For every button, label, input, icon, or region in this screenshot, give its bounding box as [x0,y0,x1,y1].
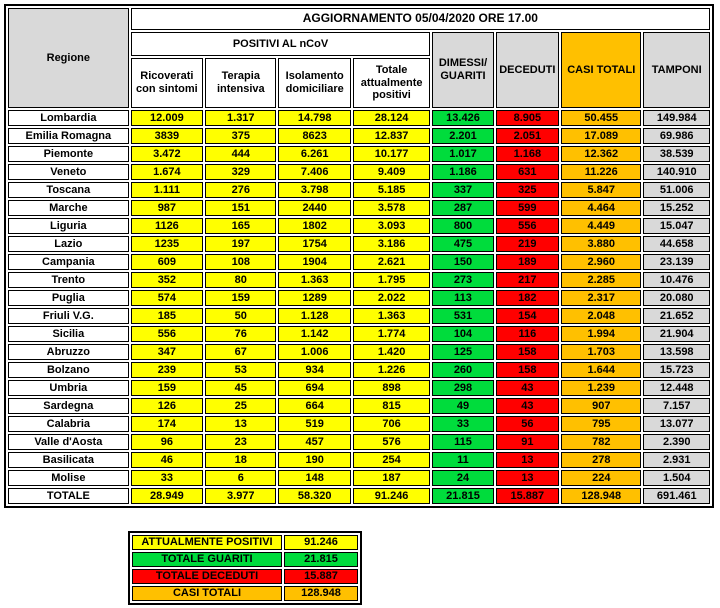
data-cell: 260 [432,362,493,378]
data-cell: 149.984 [643,110,710,126]
data-cell: 934 [278,362,350,378]
data-cell: 15.887 [496,488,559,504]
data-cell: 17.089 [561,128,641,144]
data-cell: 2.390 [643,434,710,450]
data-cell: 556 [131,326,203,342]
data-cell: 254 [353,452,430,468]
data-cell: 7.157 [643,398,710,414]
summary-row [132,535,358,550]
data-cell: 1.128 [278,308,350,324]
data-cell: 13 [496,470,559,486]
data-cell: 21.815 [432,488,493,504]
data-cell: 5.185 [353,182,430,198]
region-name: Emilia Romagna [8,128,129,144]
data-cell: 3.093 [353,218,430,234]
table-row [8,164,710,180]
column-header-deceduti: DECEDUTI [496,32,559,108]
table-row [8,470,710,486]
data-cell: 987 [131,200,203,216]
table-header [8,8,710,108]
data-cell: 631 [496,164,559,180]
region-name: Friuli V.G. [8,308,129,324]
summary-row [132,552,358,567]
data-cell: 151 [205,200,276,216]
data-cell: 287 [432,200,493,216]
region-name: Liguria [8,218,129,234]
data-cell: 1235 [131,236,203,252]
column-header-isolamento: Isolamento domiciliare [278,58,350,108]
data-cell: 185 [131,308,203,324]
data-cell: 8623 [278,128,350,144]
table-row [8,254,710,270]
data-cell: 13.598 [643,344,710,360]
region-name: Piemonte [8,146,129,162]
data-cell: 1289 [278,290,350,306]
data-cell: 3.186 [353,236,430,252]
table-row [8,398,710,414]
data-cell: 1.994 [561,326,641,342]
data-cell: 23 [205,434,276,450]
data-cell: 2.317 [561,290,641,306]
data-cell: 219 [496,236,559,252]
data-cell: 128.948 [561,488,641,504]
data-cell: 599 [496,200,559,216]
data-cell: 4.449 [561,218,641,234]
data-cell: 475 [432,236,493,252]
data-cell: 165 [205,218,276,234]
data-cell: 150 [432,254,493,270]
data-cell: 2.621 [353,254,430,270]
summary-row [132,586,358,601]
data-cell: 197 [205,236,276,252]
table-row [8,416,710,432]
data-cell: 43 [496,380,559,396]
data-cell: 154 [496,308,559,324]
region-name: Basilicata [8,452,129,468]
data-cell: 50 [205,308,276,324]
region-name: Abruzzo [8,344,129,360]
data-cell: 159 [131,380,203,396]
data-cell: 224 [561,470,641,486]
data-cell: 9.409 [353,164,430,180]
region-name: Sardegna [8,398,129,414]
column-header-terapia-intensiva: Terapia intensiva [205,58,276,108]
data-cell: 91.246 [353,488,430,504]
summary-row [132,569,358,584]
data-cell: 3.472 [131,146,203,162]
data-cell: 12.362 [561,146,641,162]
table-row [8,236,710,252]
region-name: Marche [8,200,129,216]
data-cell: 795 [561,416,641,432]
data-cell: 53 [205,362,276,378]
data-cell: 2.048 [561,308,641,324]
data-cell: 6 [205,470,276,486]
table-row [8,344,710,360]
data-cell: 609 [131,254,203,270]
data-cell: 159 [205,290,276,306]
data-cell: 12.009 [131,110,203,126]
table-row [8,308,710,324]
data-cell: 28.124 [353,110,430,126]
data-cell: 182 [496,290,559,306]
column-header-dimessi-guariti: DIMESSI/ GUARITI [432,32,493,108]
data-cell: 352 [131,272,203,288]
data-cell: 113 [432,290,493,306]
data-cell: 1.226 [353,362,430,378]
data-cell: 694 [278,380,350,396]
data-cell: 1.644 [561,362,641,378]
data-cell: 691.461 [643,488,710,504]
data-cell: 43 [496,398,559,414]
update-banner: AGGIORNAMENTO 05/04/2020 ORE 17.00 [131,8,710,30]
data-cell: 108 [205,254,276,270]
table-row [8,218,710,234]
data-cell: 15.047 [643,218,710,234]
region-name: Valle d'Aosta [8,434,129,450]
data-cell: 239 [131,362,203,378]
column-header-tamponi: TAMPONI [643,32,710,108]
data-cell: 375 [205,128,276,144]
table-row [8,380,710,396]
table-row [8,146,710,162]
table-row [8,362,710,378]
table-row [8,200,710,216]
data-cell: 2.960 [561,254,641,270]
data-cell: 5.847 [561,182,641,198]
data-cell: 10.476 [643,272,710,288]
data-cell: 8.905 [496,110,559,126]
column-header-totale-positivi: Totale attualmente positivi [353,58,430,108]
data-cell: 15.252 [643,200,710,216]
table-row [8,110,710,126]
data-cell: 815 [353,398,430,414]
data-cell: 189 [496,254,559,270]
data-cell: 907 [561,398,641,414]
table-row [8,326,710,342]
summary-label: TOTALE GUARITI [132,552,282,567]
data-cell: 1802 [278,218,350,234]
data-cell: 276 [205,182,276,198]
data-cell: 28.949 [131,488,203,504]
data-cell: 33 [131,470,203,486]
data-cell: 12.837 [353,128,430,144]
data-cell: 444 [205,146,276,162]
region-name: Lazio [8,236,129,252]
data-cell: 278 [561,452,641,468]
data-cell: 13 [205,416,276,432]
data-cell: 1.420 [353,344,430,360]
data-cell: 782 [561,434,641,450]
data-cell: 531 [432,308,493,324]
data-cell: 2.022 [353,290,430,306]
data-cell: 49 [432,398,493,414]
data-cell: 33 [432,416,493,432]
data-cell: 6.261 [278,146,350,162]
summary-body [132,535,358,601]
data-cell: 1.111 [131,182,203,198]
data-cell: 126 [131,398,203,414]
data-cell: 23.139 [643,254,710,270]
data-cell: 21.652 [643,308,710,324]
data-cell: 1.363 [278,272,350,288]
data-cell: 4.464 [561,200,641,216]
data-cell: 3.977 [205,488,276,504]
summary-value: 128.948 [284,586,358,601]
data-cell: 46 [131,452,203,468]
data-cell: 158 [496,362,559,378]
table-row [8,182,710,198]
covid-regions-table [4,4,714,508]
data-cell: 58.320 [278,488,350,504]
data-cell: 10.177 [353,146,430,162]
region-name: Molise [8,470,129,486]
data-cell: 148 [278,470,350,486]
data-cell: 140.910 [643,164,710,180]
data-cell: 1.142 [278,326,350,342]
data-cell: 96 [131,434,203,450]
data-cell: 15.723 [643,362,710,378]
data-cell: 7.406 [278,164,350,180]
data-cell: 67 [205,344,276,360]
data-cell: 56 [496,416,559,432]
data-cell: 1.317 [205,110,276,126]
summary-label: CASI TOTALI [132,586,282,601]
data-cell: 3.880 [561,236,641,252]
data-cell: 158 [496,344,559,360]
data-cell: 2.201 [432,128,493,144]
data-cell: 1754 [278,236,350,252]
data-cell: 11 [432,452,493,468]
data-cell: 116 [496,326,559,342]
data-cell: 11.226 [561,164,641,180]
group-header-positivi-ncov: POSITIVI AL nCoV [131,32,431,56]
data-cell: 14.798 [278,110,350,126]
data-cell: 2.051 [496,128,559,144]
region-column-header: Regione [8,8,129,108]
summary-value: 21.815 [284,552,358,567]
table-row [8,128,710,144]
data-cell: 556 [496,218,559,234]
data-cell: 115 [432,434,493,450]
column-header-casi-totali: CASI TOTALI [561,32,641,108]
data-cell: 1.006 [278,344,350,360]
data-cell: 298 [432,380,493,396]
summary-label: TOTALE DECEDUTI [132,569,282,584]
data-cell: 1126 [131,218,203,234]
data-cell: 13.077 [643,416,710,432]
data-cell: 104 [432,326,493,342]
data-cell: 1.363 [353,308,430,324]
data-cell: 329 [205,164,276,180]
data-cell: 20.080 [643,290,710,306]
data-cell: 217 [496,272,559,288]
data-cell: 187 [353,470,430,486]
data-cell: 50.455 [561,110,641,126]
table-row [8,452,710,468]
data-cell: 1.168 [496,146,559,162]
region-name: Toscana [8,182,129,198]
table-row [8,272,710,288]
data-cell: 44.658 [643,236,710,252]
data-cell: 21.904 [643,326,710,342]
total-row-label: TOTALE [8,488,129,504]
table-row [8,290,710,306]
data-cell: 51.006 [643,182,710,198]
total-row [8,488,710,504]
data-cell: 1.186 [432,164,493,180]
summary-table [128,531,362,605]
data-cell: 706 [353,416,430,432]
summary-value: 91.246 [284,535,358,550]
region-name: Umbria [8,380,129,396]
region-name: Calabria [8,416,129,432]
data-cell: 3839 [131,128,203,144]
region-name: Trento [8,272,129,288]
summary-value: 15.887 [284,569,358,584]
data-cell: 519 [278,416,350,432]
data-cell: 1.239 [561,380,641,396]
data-cell: 2440 [278,200,350,216]
summary-label: ATTUALMENTE POSITIVI [132,535,282,550]
region-name: Lombardia [8,110,129,126]
region-name: Sicilia [8,326,129,342]
data-cell: 273 [432,272,493,288]
data-cell: 13 [496,452,559,468]
data-cell: 174 [131,416,203,432]
data-cell: 190 [278,452,350,468]
data-cell: 898 [353,380,430,396]
data-cell: 574 [131,290,203,306]
data-cell: 576 [353,434,430,450]
data-cell: 80 [205,272,276,288]
data-cell: 25 [205,398,276,414]
data-cell: 1.504 [643,470,710,486]
table-body [8,110,710,504]
region-name: Bolzano [8,362,129,378]
region-name: Puglia [8,290,129,306]
data-cell: 1.774 [353,326,430,342]
data-cell: 1904 [278,254,350,270]
region-name: Campania [8,254,129,270]
data-cell: 800 [432,218,493,234]
data-cell: 69.986 [643,128,710,144]
data-cell: 91 [496,434,559,450]
table-row [8,434,710,450]
data-cell: 2.285 [561,272,641,288]
region-name: Veneto [8,164,129,180]
data-cell: 24 [432,470,493,486]
data-cell: 45 [205,380,276,396]
data-cell: 1.017 [432,146,493,162]
data-cell: 3.798 [278,182,350,198]
column-header-ricoverati: Ricoverati con sintomi [131,58,203,108]
data-cell: 2.931 [643,452,710,468]
data-cell: 457 [278,434,350,450]
data-cell: 18 [205,452,276,468]
data-cell: 76 [205,326,276,342]
data-cell: 1.795 [353,272,430,288]
data-cell: 3.578 [353,200,430,216]
data-cell: 1.674 [131,164,203,180]
data-cell: 38.539 [643,146,710,162]
data-cell: 325 [496,182,559,198]
data-cell: 12.448 [643,380,710,396]
data-cell: 13.426 [432,110,493,126]
data-cell: 125 [432,344,493,360]
data-cell: 337 [432,182,493,198]
data-cell: 664 [278,398,350,414]
data-cell: 347 [131,344,203,360]
data-cell: 1.703 [561,344,641,360]
